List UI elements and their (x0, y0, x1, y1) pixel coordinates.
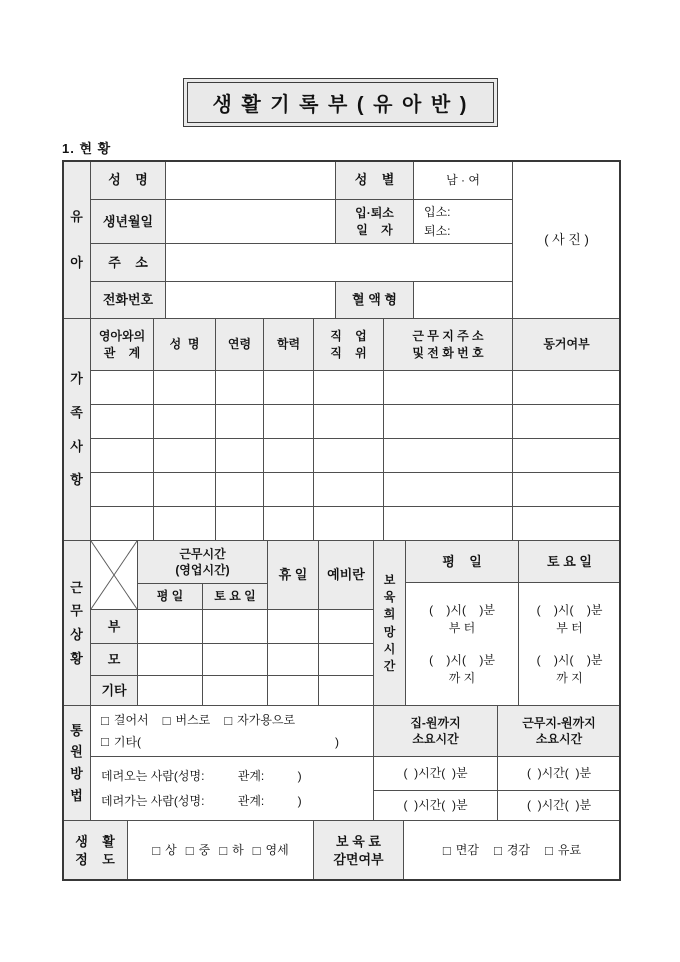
family-header-cohabitation: 동거여부 (512, 318, 621, 371)
family-header-education: 학력 (263, 318, 314, 371)
checkbox-icon[interactable]: □ (162, 712, 171, 728)
work-cell[interactable] (137, 643, 203, 676)
work-weekday-header: 평 일 (137, 583, 203, 610)
side-label-work (62, 540, 91, 706)
work-cell[interactable] (318, 675, 374, 706)
work-cell[interactable] (318, 643, 374, 676)
workplace-time-field[interactable]: ( )시간( )분 (497, 756, 621, 791)
form-title: 생 활 기 록 부 ( 유 아 반 ) (187, 82, 494, 123)
option-paid[interactable]: □ 유료 (545, 843, 582, 858)
family-cell[interactable] (512, 506, 621, 541)
care-from: ( )시( )분 부 터 (536, 602, 603, 635)
option-walk[interactable]: □ 걸어서 (101, 712, 149, 728)
checkbox-icon[interactable]: □ (442, 843, 451, 858)
checkbox-icon[interactable]: □ (252, 843, 261, 858)
address-label: 주 소 (90, 243, 166, 282)
checkbox-icon[interactable]: □ (185, 843, 194, 858)
family-cell[interactable] (90, 472, 154, 507)
fee-reduction-field[interactable] (403, 820, 621, 881)
family-cell[interactable] (383, 438, 513, 473)
family-cell[interactable] (215, 438, 264, 473)
family-header-name: 성 명 (153, 318, 216, 371)
family-cell[interactable] (153, 506, 216, 541)
family-header-relation: 영아와의 관 계 (90, 318, 154, 371)
side-char: 희 (383, 607, 396, 622)
family-cell[interactable] (383, 506, 513, 541)
work-cell[interactable] (202, 609, 268, 644)
family-header-workplace: 근 무 지 주 소 및 전 화 번 호 (383, 318, 513, 371)
workplace-time-field[interactable]: ( )시간( )분 (497, 790, 621, 821)
family-cell[interactable] (313, 404, 384, 439)
care-weekday-field[interactable] (405, 582, 519, 706)
checkbox-icon[interactable]: □ (493, 843, 502, 858)
side-char: 항 (70, 472, 83, 488)
family-cell[interactable] (263, 472, 314, 507)
form-title-box (183, 78, 498, 127)
family-cell[interactable] (512, 438, 621, 473)
workplace-time-header: 근무지-원까지 소요시간 (497, 705, 621, 757)
family-cell[interactable] (263, 438, 314, 473)
option-poor[interactable]: □ 영세 (252, 843, 289, 858)
work-row-mother-label: 모 (90, 643, 138, 676)
option-bus[interactable]: □ 버스로 (162, 712, 211, 728)
work-holiday-header: 휴 일 (267, 540, 319, 610)
fee-reduction-label: 보 육 료 감면여부 (313, 820, 404, 881)
side-char: 근 (70, 579, 83, 595)
work-reserve-header: 예비란 (318, 540, 374, 610)
family-cell[interactable] (263, 404, 314, 439)
family-cell[interactable] (215, 404, 264, 439)
birthdate-field[interactable] (165, 199, 336, 244)
family-header-age: 연령 (215, 318, 264, 371)
family-cell[interactable] (153, 438, 216, 473)
side-label-care-hours (373, 540, 406, 706)
option-other[interactable]: □ 기타( (101, 734, 142, 750)
diagonal-cross-icon (91, 541, 137, 609)
side-char: 아 (70, 254, 83, 270)
side-char: 원 (70, 744, 83, 760)
work-cell[interactable] (267, 609, 319, 644)
family-cell[interactable] (263, 370, 314, 405)
family-cell[interactable] (383, 404, 513, 439)
family-cell[interactable] (263, 506, 314, 541)
work-row-father-label: 부 (90, 609, 138, 644)
checkbox-icon[interactable]: □ (101, 712, 109, 728)
work-cell[interactable] (137, 675, 203, 706)
option-low[interactable]: □ 하 (219, 843, 244, 858)
family-cell[interactable] (90, 506, 154, 541)
family-cell[interactable] (215, 472, 264, 507)
birthdate-label: 생년월일 (90, 199, 166, 244)
bring-person-line[interactable]: 데려오는 사람(성명: 관계: ) (101, 768, 302, 783)
method-options (101, 712, 295, 728)
family-cell[interactable] (215, 506, 264, 541)
side-char: 황 (70, 650, 83, 666)
work-hours-header: 근무시간 (영업시간) (137, 540, 268, 584)
side-char: 간 (383, 658, 396, 673)
care-saturday-header: 토 요 일 (518, 540, 621, 583)
family-cell[interactable] (512, 404, 621, 439)
side-char: 사 (70, 438, 83, 454)
work-cell[interactable] (267, 643, 319, 676)
family-cell[interactable] (313, 506, 384, 541)
family-header-job: 직 업 직 위 (313, 318, 384, 371)
option-high[interactable]: □ 상 (152, 843, 177, 858)
work-cell[interactable] (267, 675, 319, 706)
phone-label: 전화번호 (90, 281, 166, 319)
work-cell[interactable] (202, 675, 268, 706)
side-label-commute (62, 705, 91, 821)
photo-placeholder: ( 사 진 ) (512, 160, 621, 319)
family-cell[interactable] (313, 438, 384, 473)
home-time-field[interactable]: ( )시간( )분 (373, 790, 498, 821)
record-form-table (62, 160, 621, 881)
side-char: 통 (70, 722, 83, 738)
side-char: 무 (70, 603, 83, 619)
section-heading: 1. 현 황 (62, 141, 112, 156)
care-from: ( )시( )분 부 터 (429, 602, 495, 635)
fee-options (443, 842, 581, 858)
family-cell[interactable] (153, 472, 216, 507)
work-saturday-header: 토 요 일 (202, 583, 268, 610)
family-cell[interactable] (215, 370, 264, 405)
side-char: 족 (70, 404, 83, 420)
home-time-field[interactable]: ( )시간( )분 (373, 756, 498, 791)
child-name-label: 성 명 (90, 160, 166, 200)
phone-field[interactable] (165, 281, 336, 319)
side-char: 망 (383, 624, 396, 639)
gender-label: 성 별 (335, 160, 414, 200)
child-name-field[interactable] (165, 160, 336, 200)
blood-type-label: 혈 액 형 (335, 281, 414, 319)
side-char: 시 (383, 641, 396, 656)
side-label-family (62, 318, 91, 541)
option-car[interactable]: □ 자가용으로 (224, 712, 296, 728)
care-to: ( )시( )분 까 지 (429, 653, 495, 686)
living-options (152, 842, 288, 858)
side-char: 법 (70, 787, 83, 803)
family-cell[interactable] (153, 404, 216, 439)
option-reduced[interactable]: □ 경감 (493, 843, 531, 858)
family-cell[interactable] (90, 404, 154, 439)
side-char: 상 (70, 627, 83, 642)
checkbox-icon[interactable]: □ (545, 843, 553, 858)
side-char: 방 (70, 766, 83, 781)
family-cell[interactable] (313, 472, 384, 507)
work-cell[interactable] (202, 643, 268, 676)
family-cell[interactable] (383, 370, 513, 405)
admission-label: 입·퇴소 일 자 (335, 199, 414, 244)
checkbox-icon[interactable]: □ (224, 712, 233, 728)
gender-value[interactable]: 남 · 여 (413, 160, 513, 200)
option-mid[interactable]: □ 중 (185, 843, 211, 858)
family-cell[interactable] (512, 472, 621, 507)
commute-persons-field[interactable] (90, 756, 374, 821)
family-cell[interactable] (153, 370, 216, 405)
care-saturday-field[interactable] (518, 582, 621, 706)
method-other-row (101, 734, 373, 750)
commute-methods-field[interactable] (90, 705, 374, 757)
family-cell[interactable] (383, 472, 513, 507)
option-exempt[interactable]: □ 면감 (442, 843, 479, 858)
work-cell[interactable] (137, 609, 203, 644)
address-field[interactable] (165, 243, 513, 282)
checkbox-icon[interactable]: □ (219, 843, 228, 858)
side-char: 가 (70, 371, 83, 387)
family-cell[interactable] (313, 370, 384, 405)
family-cell[interactable] (512, 370, 621, 405)
blood-type-field[interactable] (413, 281, 513, 319)
home-time-header: 집-원까지 소요시간 (373, 705, 498, 757)
family-cell[interactable] (90, 370, 154, 405)
side-char: 육 (383, 590, 396, 605)
side-label-child (62, 160, 91, 319)
work-cell[interactable] (318, 609, 374, 644)
side-char: 유 (70, 208, 83, 224)
work-row-etc-label: 기타 (90, 675, 138, 706)
living-standard-field[interactable] (127, 820, 314, 881)
living-standard-label: 생 활 정 도 (62, 820, 128, 881)
family-cell[interactable] (90, 438, 154, 473)
checkbox-icon[interactable]: □ (101, 734, 109, 750)
side-char: 보 (383, 572, 396, 587)
checkbox-icon[interactable]: □ (152, 843, 161, 858)
take-person-line[interactable]: 데려가는 사람(성명: 관계: ) (101, 794, 302, 808)
care-weekday-header: 평 일 (405, 540, 519, 583)
care-to: ( )시( )분 까 지 (536, 653, 603, 686)
admission-field[interactable]: 입소: 퇴소: (413, 199, 513, 244)
diagonal-cross-cell (90, 540, 138, 610)
close-paren: ) (335, 734, 339, 749)
